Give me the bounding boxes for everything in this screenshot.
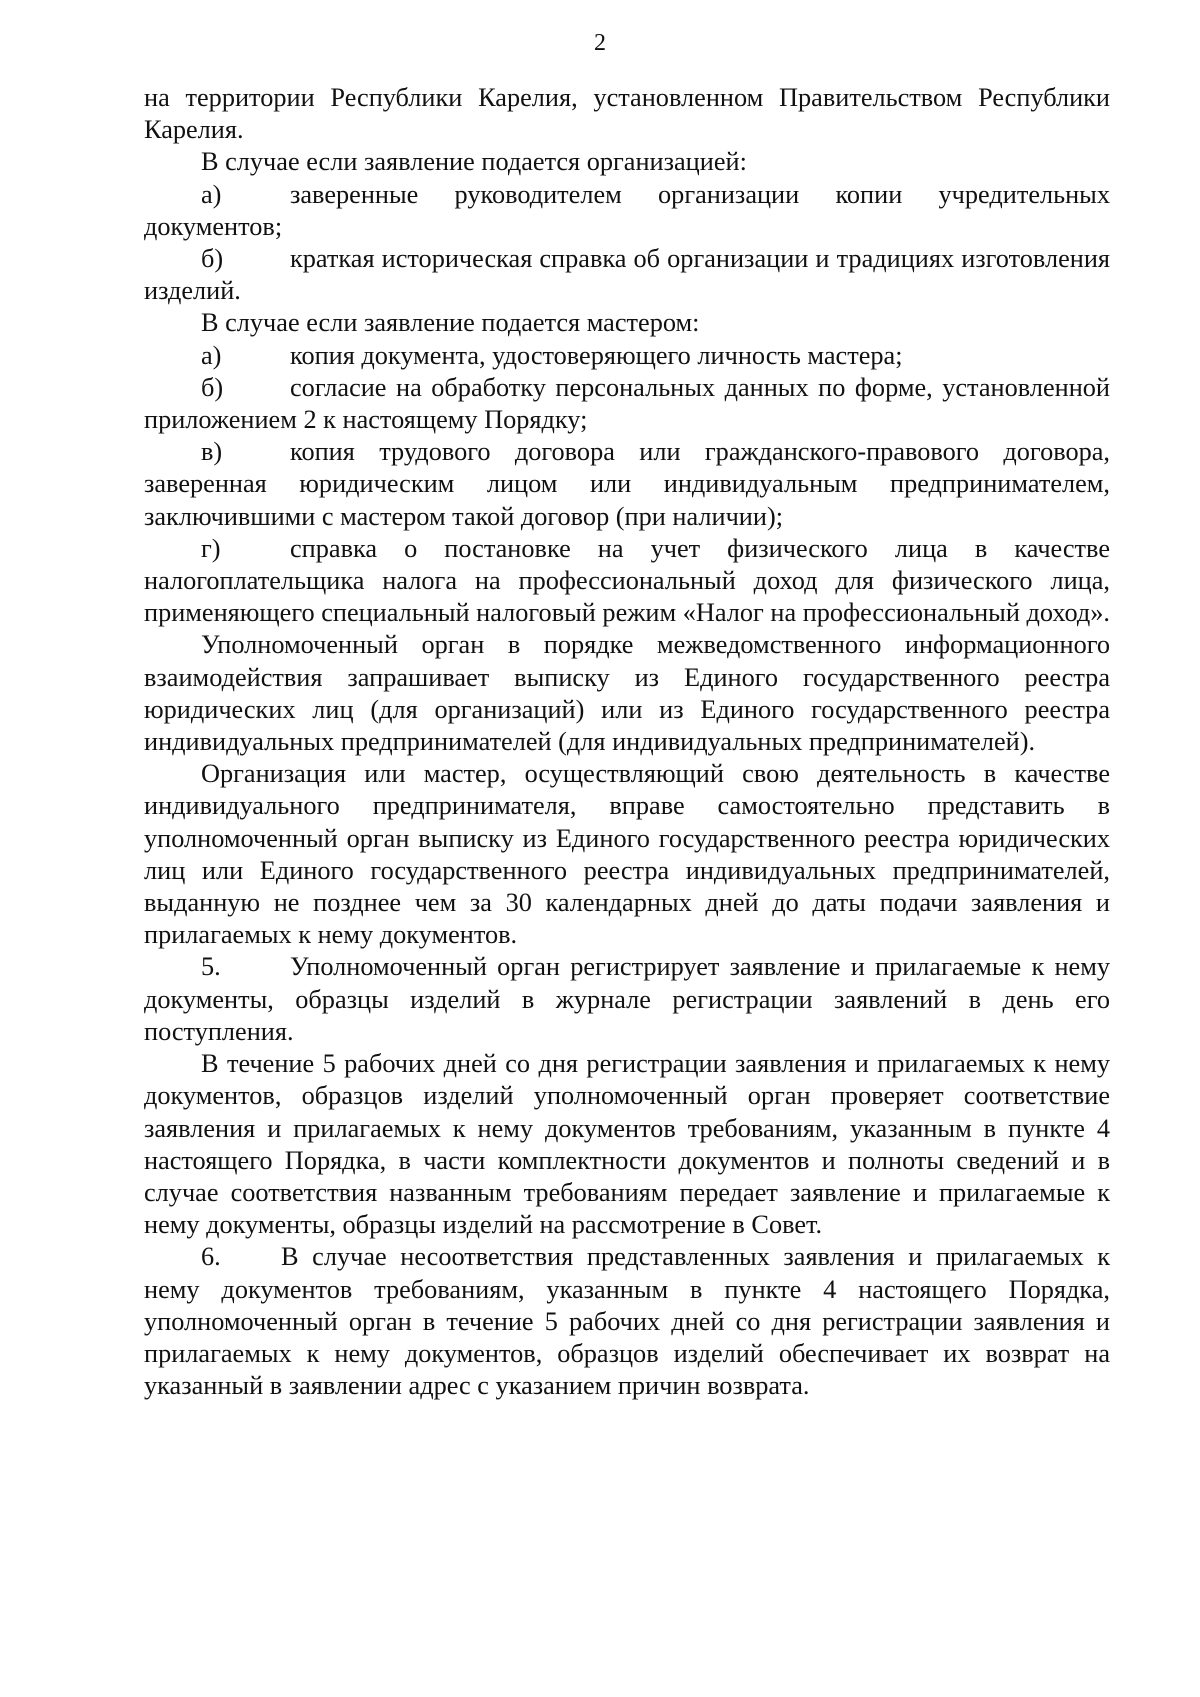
list-item-marker: а) bbox=[201, 340, 222, 370]
list-item bbox=[144, 243, 1110, 307]
list-item-text: согласие на обработку персональных данных по форме, установленной приложением 2 к настоящему Порядку; bbox=[144, 372, 1110, 435]
list-item bbox=[144, 951, 1110, 1048]
list-item-text: заверенные руководителем организации копии учредительных документов; bbox=[144, 179, 1110, 241]
list-item-marker: 5. bbox=[201, 952, 221, 982]
paragraph: В случае если заявление подается мастером: bbox=[201, 308, 700, 338]
list-item bbox=[144, 340, 1110, 372]
paragraph: Организация или мастер, осуществляющий свою деятельность в качестве индивидуального предпринимателя, вправе самостоятельно представить в уполномоченный орган выписку из Единого государственного реестра юридических лиц или Единого государственного реестра индивидуальных предпринимателей, выданную не позднее чем за 30 календарных дней до даты подачи заявления и прилагаемых к нему документов. bbox=[144, 759, 1110, 950]
list-item bbox=[144, 533, 1110, 630]
paragraph: Уполномоченный орган в порядке межведомственного информационного взаимодействия запрашивает выписку из Единого государственного реестра юридических лиц (для организаций) или из Единого государственного реестра индивидуальных предпринимателей (для индивидуальных предпринимателей). bbox=[144, 630, 1110, 757]
paragraph: В случае если заявление подается организацией: bbox=[201, 147, 747, 177]
list-item-text: копия трудового договора или гражданского-правового договора, заверенная юридическим лицом или индивидуальным предпринимателем, заключившими с мастером такой договор (при наличии); bbox=[144, 437, 1110, 531]
list-item-text: В случае несоответствия представленных заявления и прилагаемых к нему документов требованиям, указанным в пункте 4 настоящего Порядка, уполномоченный орган в течение 5 рабочих дней со дня регистрации заявления и прилагаемых к нему документов, образцов изделий обеспечивает их возврат на указанный в заявлении адрес с указанием причин возврата. bbox=[144, 1242, 1110, 1401]
list-item-marker: г) bbox=[201, 533, 221, 563]
list-item bbox=[144, 179, 1110, 243]
list-item-marker: а) bbox=[201, 179, 222, 209]
list-item-text: копия документа, удостоверяющего личность мастера; bbox=[290, 340, 903, 370]
list-item-marker: 6. bbox=[201, 1242, 221, 1272]
list-item bbox=[144, 372, 1110, 436]
paragraph: на территории Республики Карелия, установленном Правительством Республики Карелия. bbox=[144, 83, 1110, 145]
list-item-marker: в) bbox=[201, 437, 223, 467]
document-body bbox=[144, 82, 1110, 1402]
list-item-marker: б) bbox=[201, 372, 224, 402]
list-item-text: краткая историческая справка об организации и традициях изготовления изделий. bbox=[144, 244, 1110, 306]
list-item bbox=[144, 1241, 1110, 1402]
page-number: 2 bbox=[594, 30, 606, 56]
list-item-text: справка о постановке на учет физического лица в качестве налогоплательщика налога на профессиональный доход для физического лица, применяющего специальный налоговый режим «Налог на профессиональный доход». bbox=[144, 533, 1110, 628]
list-item-text: Уполномоченный орган регистрирует заявление и прилагаемые к нему документы, образцы изделий в журнале регистрации заявлений в день его поступления. bbox=[144, 952, 1110, 1046]
paragraph: В течение 5 рабочих дней со дня регистрации заявления и прилагаемых к нему документов, образцов изделий уполномоченный орган проверяет соответствие заявления и прилагаемых к нему документов требованиям, указанным в пункте 4 настоящего Порядка, в части комплектности документов и полноты сведений и в случае соответствия названным требованиям передает заявление и прилагаемые к нему документы, образцы изделий на рассмотрение в Совет. bbox=[144, 1049, 1110, 1240]
list-item-marker: б) bbox=[201, 244, 224, 274]
list-item bbox=[144, 436, 1110, 533]
